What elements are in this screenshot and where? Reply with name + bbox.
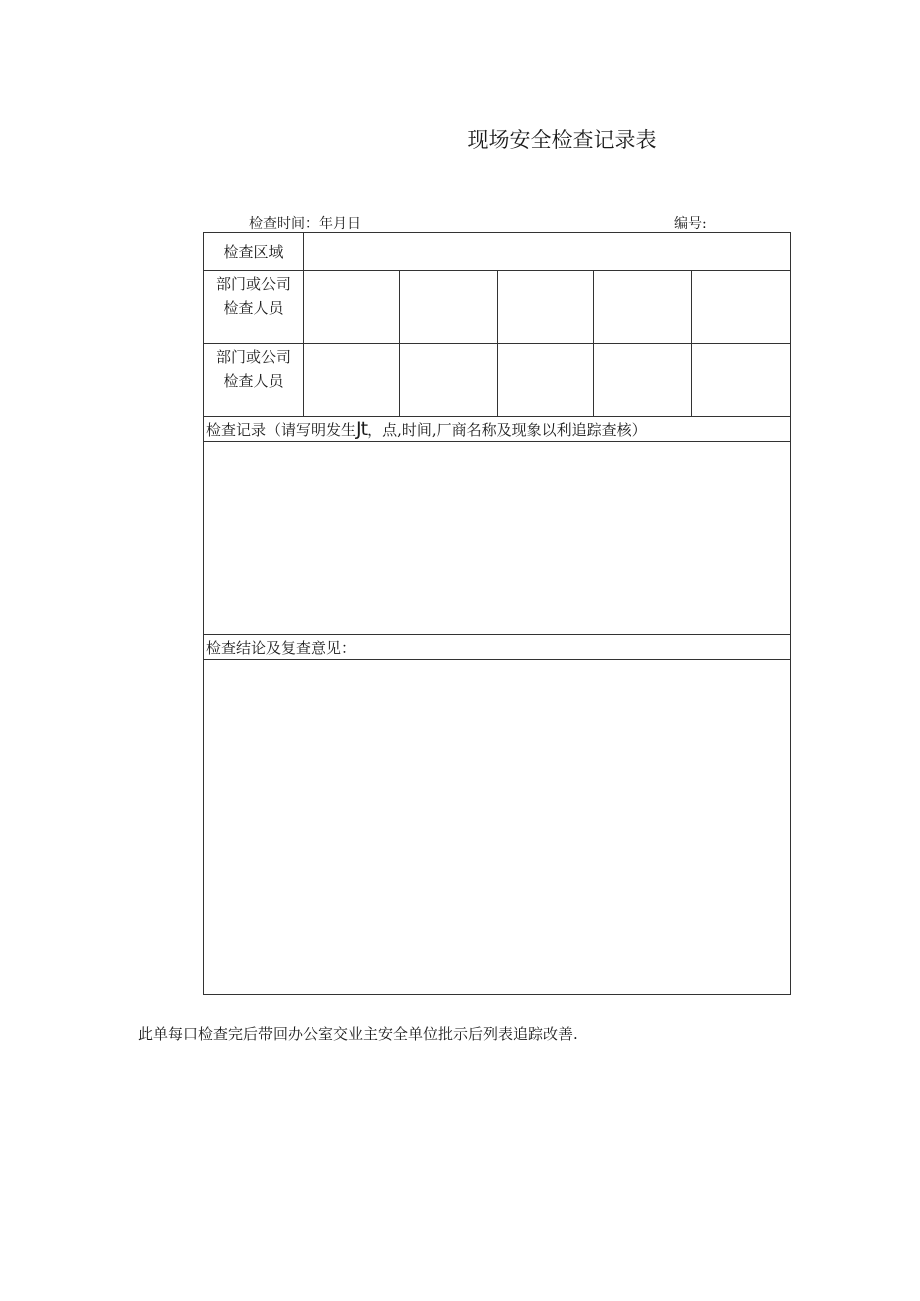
inspector-cell[interactable] [594,344,692,417]
inspector-row-1 [204,271,791,344]
inspector-cell[interactable] [400,271,498,344]
inspector-cell[interactable] [304,344,400,417]
conclusion-heading-row [204,635,791,660]
inspector-cell[interactable] [400,344,498,417]
conclusion-heading: 检查结论及复查意见： [204,635,791,660]
conclusion-content-row [204,660,791,995]
inspector-cell[interactable] [594,271,692,344]
area-input-cell[interactable] [304,233,791,271]
record-content-row [204,442,791,635]
inspector-cell[interactable] [692,344,791,417]
inspector-cell[interactable] [692,271,791,344]
area-row [204,233,791,271]
record-heading [204,417,791,442]
record-heading-row [204,417,791,442]
area-label: 检查区域 [204,233,304,271]
conclusion-content-area[interactable] [204,660,791,995]
form-title: 现场安全检查记录表 [467,128,657,152]
record-content-area[interactable] [204,442,791,635]
inspector-cell[interactable] [498,271,594,344]
record-heading-part2: ，点,时间,厂商名称及现象以利追踪查核） [367,421,647,439]
inspector-label-1-line1: 部门或公司 [215,275,291,293]
inspector-label-2 [204,344,304,417]
inspector-row-2 [204,344,791,417]
serial-number-label: 编号: [674,216,707,232]
inspector-cell[interactable] [304,271,400,344]
footnote-instruction: 此单每口检查完后带回办公室交业主安全单位批示后列表追踪改善. [138,1025,578,1043]
inspector-label-1 [204,271,304,344]
inspector-label-1-line2: 检查人员 [223,299,284,317]
inspector-label-2-line2: 检查人员 [223,372,284,390]
inspection-form-table [203,232,791,995]
inspection-time-label: 检查时间：年月日 [249,216,361,232]
inspector-cell[interactable] [498,344,594,417]
record-heading-jt: Jt [356,418,368,440]
record-heading-part1: 检查记录（请写明发生 [206,421,357,439]
inspector-label-2-line1: 部门或公司 [215,348,291,366]
